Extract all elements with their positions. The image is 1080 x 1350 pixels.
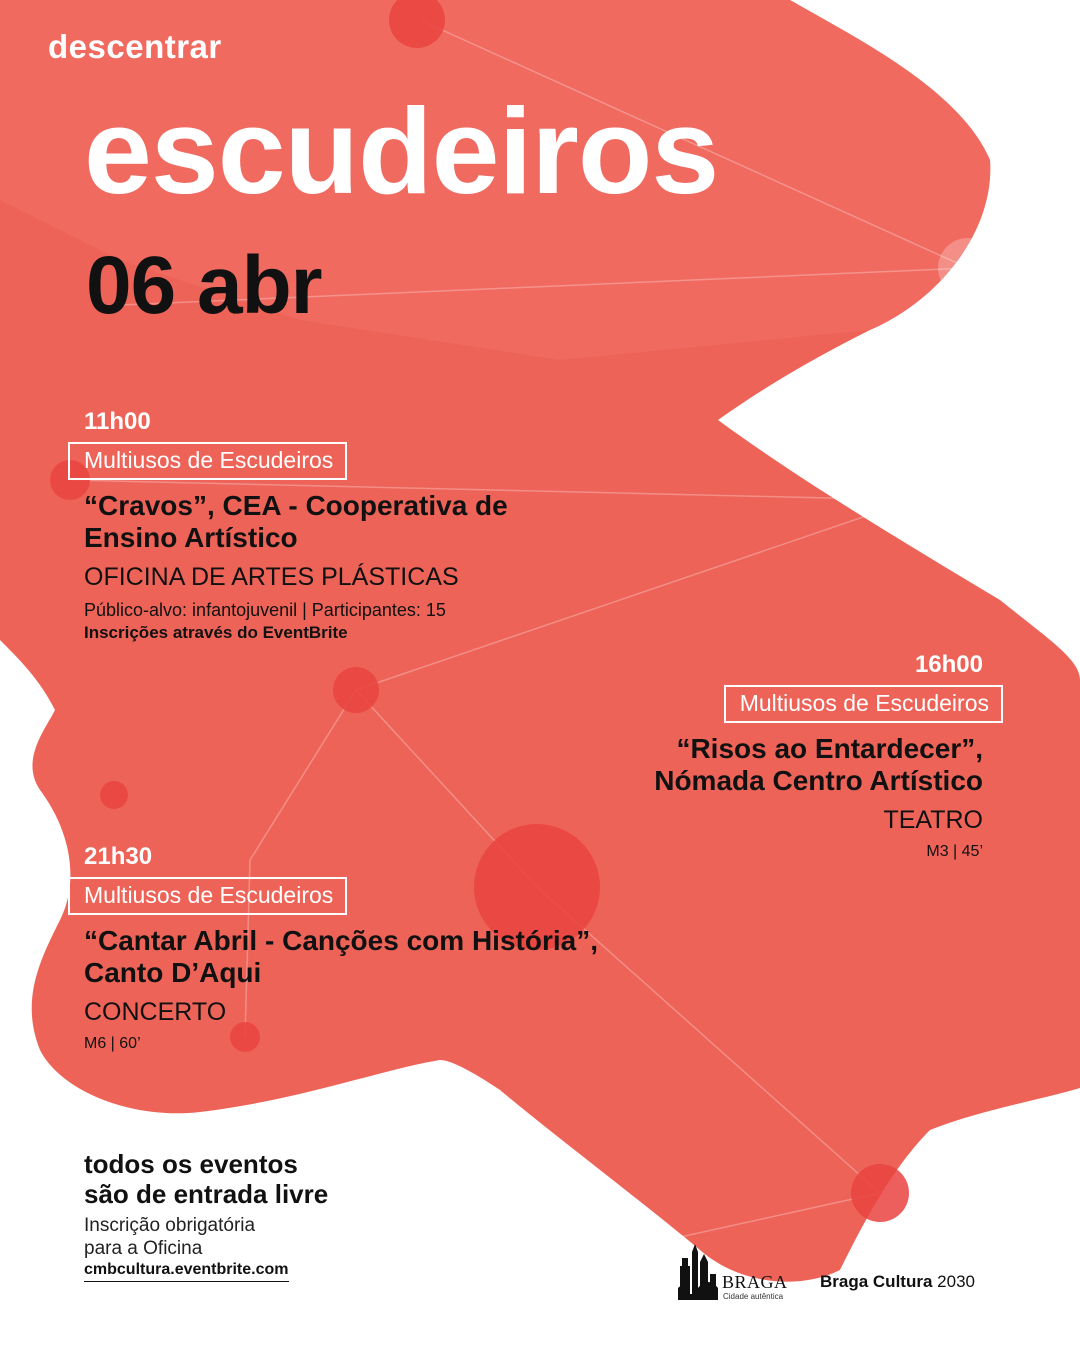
venue-badge: Multiusos de Escudeiros	[68, 442, 347, 480]
braga-castle-icon	[676, 1244, 720, 1306]
free-entry-heading: todos os eventos são de entrada livre	[84, 1149, 329, 1209]
event-type: OFICINA DE ARTES PLÁSTICAS	[84, 562, 459, 591]
registration-note: Inscrição obrigatória para a Oficina	[84, 1215, 256, 1260]
event-rating: M6 | 60’	[84, 1035, 141, 1053]
braga-logo-tagline: Cidade autêntica	[723, 1292, 784, 1301]
event-card-1	[84, 410, 644, 643]
event-type: CONCERTO	[84, 997, 227, 1026]
event-time: 21h30	[84, 843, 153, 870]
event-card-3	[84, 845, 684, 1054]
eventbrite-link[interactable]: cmbcultura.eventbrite.com	[84, 1261, 289, 1282]
braga-logo-name: BRAGA	[722, 1272, 788, 1292]
event-title: “Cravos”, CEA - Cooperativa de Ensino Artístico	[84, 489, 508, 553]
event-title: “Risos ao Entardecer”, Nómada Centro Artístico	[654, 732, 983, 796]
venue-badge: Multiusos de Escudeiros	[724, 685, 1003, 723]
event-audience: Público-alvo: infantojuvenil | Participantes: 15	[84, 600, 446, 621]
braga-cultura-logo: Braga Cultura 2030	[820, 1272, 975, 1291]
event-time: 16h00	[914, 651, 983, 678]
event-title: “Cantar Abril - Canções com História”, Canto D’Aqui	[84, 924, 598, 988]
page-title: escudeiros	[84, 83, 719, 219]
event-rating: M3 | 45’	[926, 843, 983, 861]
brand-label: descentrar	[48, 28, 222, 65]
event-registration: Inscrições através do EventBrite	[84, 622, 348, 642]
event-type: TEATRO	[883, 805, 983, 834]
event-time: 11h00	[84, 408, 151, 435]
venue-badge: Multiusos de Escudeiros	[68, 877, 347, 915]
event-date: 06 abr	[86, 240, 322, 331]
event-card-2	[560, 651, 989, 862]
